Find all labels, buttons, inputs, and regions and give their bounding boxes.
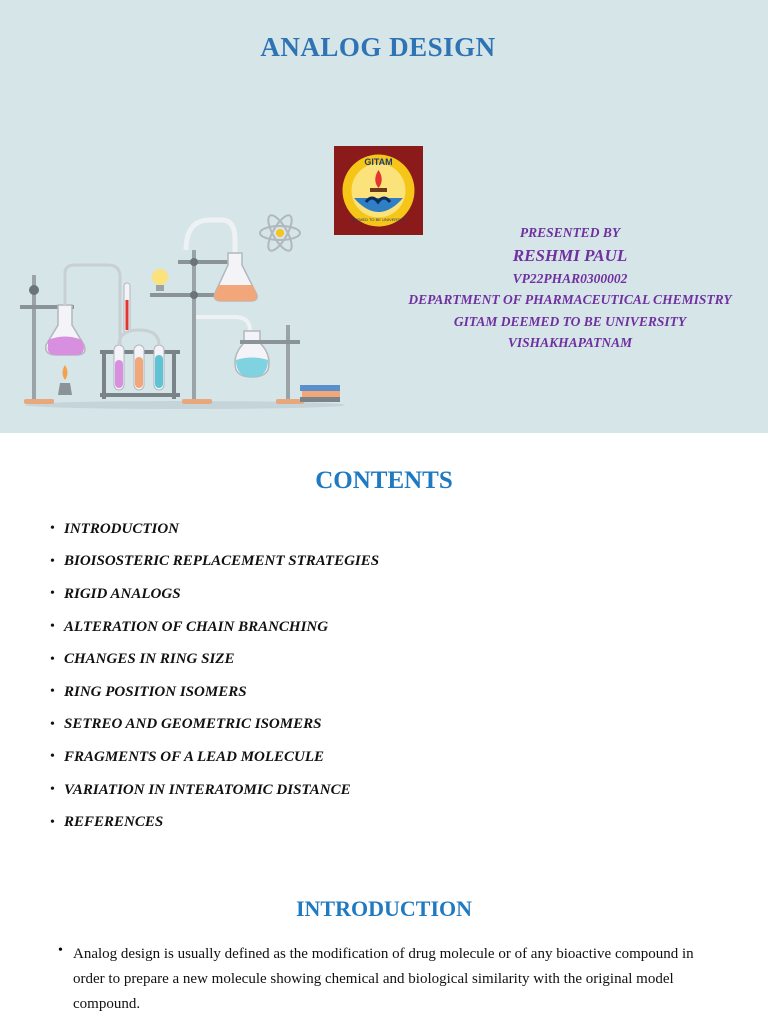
list-item [50,578,379,611]
list-item-label: CHANGES IN RING SIZE [64,651,235,668]
bullet-icon: • [50,651,55,667]
list-item-label: FRAGMENTS OF A LEAD MOLECULE [64,748,325,765]
department: DEPARTMENT OF PHARMACEUTICAL CHEMISTRY [408,292,732,307]
bullet-icon: • [50,782,55,798]
presented-by-label: PRESENTED BY [519,225,621,240]
list-item [50,774,379,807]
title-slide [0,0,768,433]
list-item-label: ALTERATION OF CHAIN BRANCHING [64,618,329,635]
list-item [50,806,379,839]
presenter-id: VP22PHAR0300002 [512,270,628,286]
list-item [50,643,379,676]
list-item [50,546,379,579]
introduction-paragraph [58,942,718,1017]
slide-title: ANALOG DESIGN [260,32,496,62]
svg-text:GITAM: GITAM [364,157,393,167]
bullet-icon: • [50,684,55,700]
list-item-label: SETREO AND GEOMETRIC ISOMERS [64,716,322,733]
university: GITAM DEEMED TO BE UNIVERSITY [453,313,687,329]
contents-heading: CONTENTS [315,467,453,494]
presenter-info [380,222,760,354]
introduction-heading: INTRODUCTION [295,896,473,921]
list-item-label: RING POSITION ISOMERS [64,683,247,700]
list-item [50,741,379,774]
introduction-text: Analog design is usually defined as the modification of drug molecule or of any bioactive compound in order to prepare a new molecule showing chemical and biological similarity with the original model compound. [73,946,694,1012]
list-item-label: RIGID ANALOGS [64,585,181,602]
bullet-icon: • [50,553,55,569]
list-item-label: BIOISOSTERIC REPLACEMENT STRATEGIES [64,553,380,570]
bullet-icon: • [50,749,55,765]
presenter-name: RESHMI PAUL [512,245,628,265]
list-item-label: INTRODUCTION [64,520,180,537]
list-item [50,513,379,546]
bullet-icon: • [50,716,55,732]
bullet-icon: • [58,943,63,958]
bullet-icon: • [50,619,55,635]
list-item-label: VARIATION IN INTERATOMIC DISTANCE [64,781,351,798]
contents-slide [0,433,768,863]
lab-equipment-illustration [10,205,360,420]
list-item [50,709,379,742]
bullet-icon: • [50,586,55,602]
contents-list [50,513,379,839]
list-item [50,611,379,644]
city: VISHAKHAPATNAM [507,335,633,350]
bullet-icon: • [50,521,55,537]
svg-text:DEEMED TO BE UNIVERSITY: DEEMED TO BE UNIVERSITY [350,217,407,222]
list-item-label: REFERENCES [64,814,164,831]
bullet-icon: • [50,814,55,830]
introduction-slide [0,863,768,1024]
list-item [50,676,379,709]
